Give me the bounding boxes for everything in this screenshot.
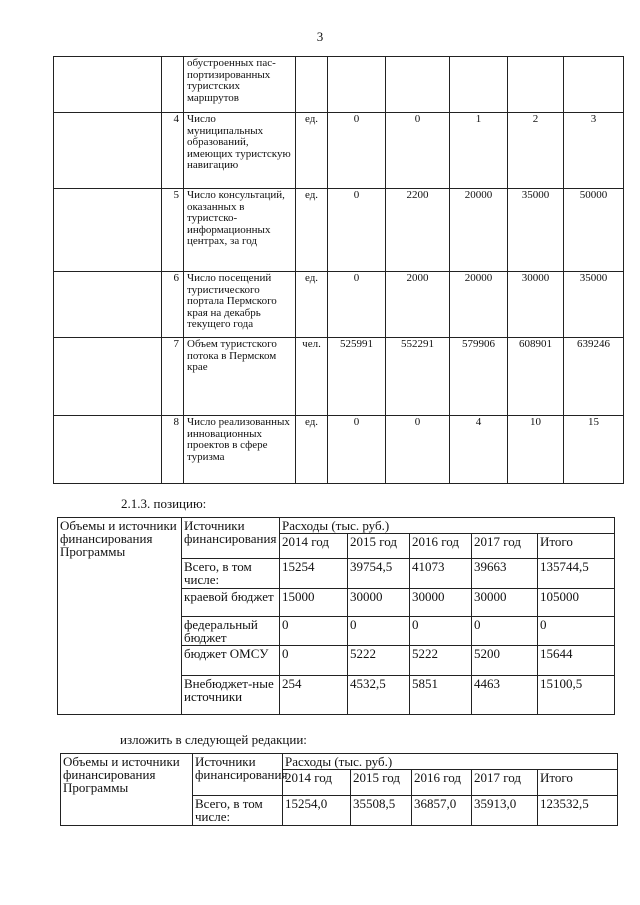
amount-cell: 15254,0 — [283, 796, 351, 826]
blank-cell — [54, 57, 162, 113]
amount-cell: 15254 — [280, 559, 348, 589]
year-header: 2017 год — [472, 770, 538, 796]
value-cell: 0 — [386, 113, 450, 189]
section-title: Объемы и источники финансирования Программы — [61, 754, 193, 826]
table-row — [54, 338, 624, 416]
value-cell — [328, 57, 386, 113]
value-cell: 579906 — [450, 338, 508, 416]
section-label: 2.1.3. позицию: — [121, 496, 207, 511]
amount-cell: 30000 — [472, 589, 538, 617]
value-cell: 0 — [328, 113, 386, 189]
amount-cell: 15000 — [280, 589, 348, 617]
unit-cell: ед. — [296, 416, 328, 484]
expenses-header: Расходы (тыс. руб.) — [283, 754, 618, 770]
amount-cell: 0 — [280, 646, 348, 676]
indicator-name: Число реализованных инновационных проектов в сфере туризма — [184, 416, 296, 484]
amount-cell: 39663 — [472, 559, 538, 589]
amount-cell: 105000 — [538, 589, 615, 617]
row-number: 7 — [162, 338, 184, 416]
value-cell: 2200 — [386, 189, 450, 272]
header-row — [58, 518, 615, 534]
amount-cell: 4463 — [472, 676, 538, 715]
amount-cell: 5222 — [410, 646, 472, 676]
source-label: краевой бюджет — [182, 589, 280, 617]
value-cell: 1 — [450, 113, 508, 189]
value-cell: 639246 — [564, 338, 624, 416]
table-row — [54, 57, 624, 113]
value-cell: 525991 — [328, 338, 386, 416]
section-title: Объемы и источники финансирования Программы — [58, 518, 182, 715]
amount-cell: 30000 — [410, 589, 472, 617]
sources-header: Источники финансирования — [193, 754, 283, 796]
value-cell: 3 — [564, 113, 624, 189]
amount-cell: 254 — [280, 676, 348, 715]
table-row — [54, 189, 624, 272]
amount-cell: 0 — [348, 617, 410, 646]
indicator-name: обустроенных пас-портизированных туристских маршрутов — [184, 57, 296, 113]
source-label: Всего, в том числе: — [193, 796, 283, 826]
value-cell — [508, 57, 564, 113]
indicator-name: Число консультаций, оказанных в туристско-информационных центрах, за год — [184, 189, 296, 272]
indicator-name: Число муниципальных образований, имеющих туристскую навигацию — [184, 113, 296, 189]
amount-cell: 30000 — [348, 589, 410, 617]
table-row — [54, 113, 624, 189]
year-header: Итого — [538, 770, 618, 796]
year-header: 2014 год — [280, 534, 348, 559]
amount-cell: 36857,0 — [412, 796, 472, 826]
old-funding-table — [57, 517, 615, 715]
value-cell: 608901 — [508, 338, 564, 416]
page-number: 3 — [316, 29, 324, 44]
value-cell: 552291 — [386, 338, 450, 416]
table-row — [54, 272, 624, 338]
amount-cell: 5851 — [410, 676, 472, 715]
amount-cell: 123532,5 — [538, 796, 618, 826]
unit-cell: чел. — [296, 338, 328, 416]
amount-cell: 0 — [472, 617, 538, 646]
year-header: 2017 год — [472, 534, 538, 559]
amount-cell: 5222 — [348, 646, 410, 676]
unit-cell: ед. — [296, 272, 328, 338]
unit-cell: ед. — [296, 189, 328, 272]
expenses-header: Расходы (тыс. руб.) — [280, 518, 615, 534]
value-cell: 0 — [328, 272, 386, 338]
row-number: 4 — [162, 113, 184, 189]
value-cell: 20000 — [450, 189, 508, 272]
indicator-name: Число посещений туристического портала Пермского края на декабрь текущего года — [184, 272, 296, 338]
blank-cell — [54, 113, 162, 189]
row-number: 8 — [162, 416, 184, 484]
value-cell — [450, 57, 508, 113]
amount-cell: 41073 — [410, 559, 472, 589]
amount-cell: 135744,5 — [538, 559, 615, 589]
amount-cell: 15644 — [538, 646, 615, 676]
source-label: федеральный бюджет — [182, 617, 280, 646]
unit-cell — [296, 57, 328, 113]
value-cell: 2000 — [386, 272, 450, 338]
amount-cell: 39754,5 — [348, 559, 410, 589]
replace-label: изложить в следующей редакции: — [120, 732, 307, 747]
indicator-name: Объем туристского потока в Пермском крае — [184, 338, 296, 416]
sources-header: Источники финансирования — [182, 518, 280, 559]
row-number — [162, 57, 184, 113]
indicators-table — [53, 56, 624, 484]
year-header: 2016 год — [412, 770, 472, 796]
value-cell: 15 — [564, 416, 624, 484]
amount-cell: 0 — [410, 617, 472, 646]
value-cell: 4 — [450, 416, 508, 484]
new-funding-table — [60, 753, 618, 826]
amount-cell: 35913,0 — [472, 796, 538, 826]
value-cell: 35000 — [564, 272, 624, 338]
value-cell: 0 — [328, 416, 386, 484]
source-label: Всего, в том числе: — [182, 559, 280, 589]
table-row — [54, 416, 624, 484]
amount-cell: 5200 — [472, 646, 538, 676]
value-cell — [386, 57, 450, 113]
unit-cell: ед. — [296, 113, 328, 189]
value-cell: 0 — [328, 189, 386, 272]
year-header: Итого — [538, 534, 615, 559]
value-cell: 30000 — [508, 272, 564, 338]
amount-cell: 0 — [538, 617, 615, 646]
value-cell: 20000 — [450, 272, 508, 338]
value-cell: 0 — [386, 416, 450, 484]
value-cell: 10 — [508, 416, 564, 484]
value-cell — [564, 57, 624, 113]
value-cell: 50000 — [564, 189, 624, 272]
amount-cell: 35508,5 — [351, 796, 412, 826]
source-label: Внебюджет-ные источники — [182, 676, 280, 715]
year-header: 2014 год — [283, 770, 351, 796]
blank-cell — [54, 272, 162, 338]
source-label: бюджет ОМСУ — [182, 646, 280, 676]
value-cell: 2 — [508, 113, 564, 189]
value-cell: 35000 — [508, 189, 564, 272]
row-number: 6 — [162, 272, 184, 338]
amount-cell: 0 — [280, 617, 348, 646]
year-header: 2016 год — [410, 534, 472, 559]
blank-cell — [54, 189, 162, 272]
amount-cell: 15100,5 — [538, 676, 615, 715]
row-number: 5 — [162, 189, 184, 272]
year-header: 2015 год — [348, 534, 410, 559]
blank-cell — [54, 338, 162, 416]
year-header: 2015 год — [351, 770, 412, 796]
amount-cell: 4532,5 — [348, 676, 410, 715]
blank-cell — [54, 416, 162, 484]
header-row — [61, 754, 618, 770]
